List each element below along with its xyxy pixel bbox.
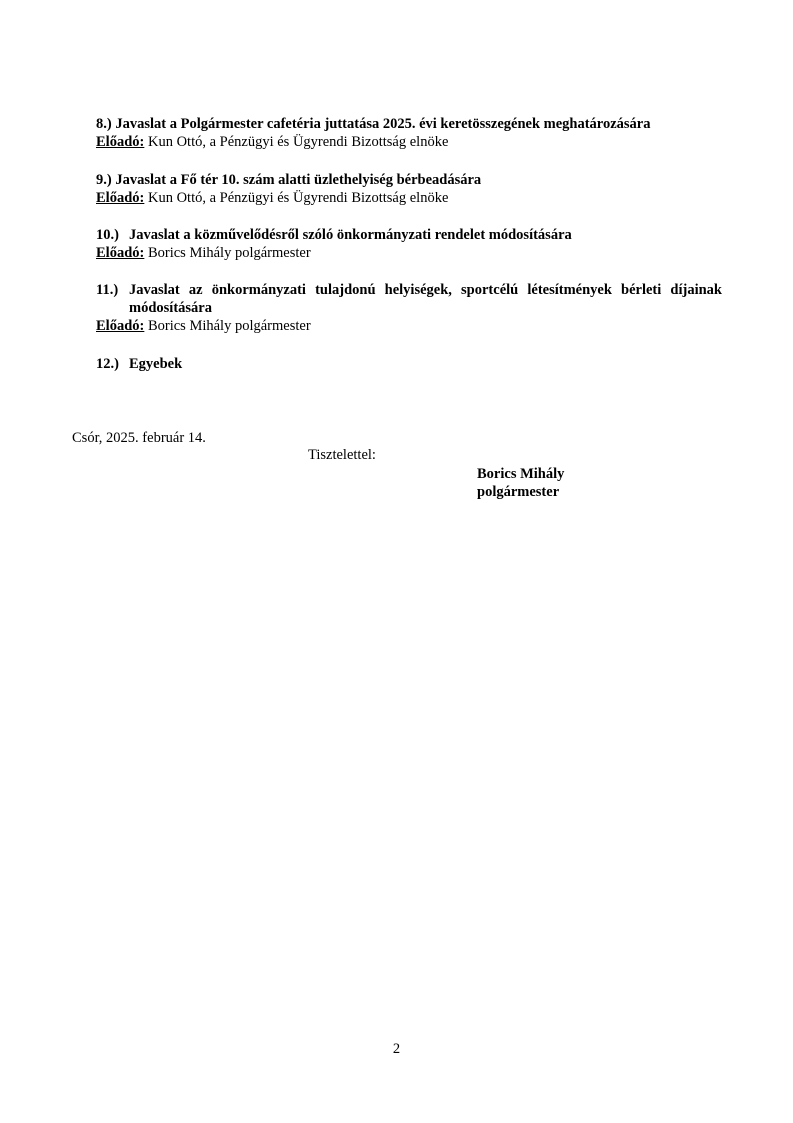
greeting: Tisztelettel:: [308, 447, 376, 463]
agenda-item-text: Javaslat a közművelődésről szóló önkormányzati rendelet módosítására: [129, 227, 572, 243]
presenter-name: Borics Mihály polgármester: [147, 318, 311, 334]
agenda-item-9: [96, 171, 722, 207]
agenda-item-text: Javaslat az önkormányzati tulajdonú helyiségek, sportcélú létesítmények bérleti díjainak módosítására: [129, 282, 722, 316]
signer-name: Borics Mihály: [477, 466, 565, 482]
presenter-name: Kun Ottó, a Pénzügyi és Ügyrendi Bizottság elnöke: [147, 190, 449, 206]
agenda-item-10: [96, 226, 722, 262]
agenda-item-title: [96, 115, 722, 133]
presenter-label: Előadó:: [96, 134, 145, 150]
agenda-item-presenter: [96, 244, 722, 262]
agenda-item-number: 9.): [96, 172, 112, 188]
signer-title: polgármester: [477, 484, 560, 500]
presenter-name: Borics Mihály polgármester: [147, 245, 311, 261]
agenda-item-number: 12.): [96, 356, 119, 372]
agenda-item-text: Javaslat a Fő tér 10. szám alatti üzlethelyiség bérbeadására: [115, 172, 482, 188]
agenda-item-text: Egyebek: [129, 356, 183, 372]
agenda-item-8: [96, 115, 722, 151]
place-date: Csór, 2025. február 14.: [72, 430, 206, 446]
agenda-item-title: [96, 281, 722, 317]
presenter-name: Kun Ottó, a Pénzügyi és Ügyrendi Bizottság elnöke: [147, 134, 449, 150]
agenda-item-title: [96, 171, 722, 189]
presenter-label: Előadó:: [96, 190, 145, 206]
agenda-item-number: 10.): [96, 227, 119, 243]
agenda-item-12: [96, 355, 722, 373]
agenda-item-11: [96, 281, 722, 335]
agenda-item-number: 11.): [96, 282, 119, 298]
presenter-label: Előadó:: [96, 245, 145, 261]
agenda-item-text: Javaslat a Polgármester cafetéria juttatása 2025. évi keretösszegének meghatározására: [115, 116, 651, 132]
agenda-item-presenter: [96, 317, 722, 335]
agenda-item-presenter: [96, 133, 722, 151]
agenda-item-presenter: [96, 189, 722, 207]
page-number: 2: [392, 1041, 401, 1057]
agenda-item-title: [96, 226, 722, 244]
agenda-item-title: [96, 355, 722, 373]
presenter-label: Előadó:: [96, 318, 145, 334]
signature-block: [477, 465, 564, 501]
agenda-item-number: 8.): [96, 116, 112, 132]
